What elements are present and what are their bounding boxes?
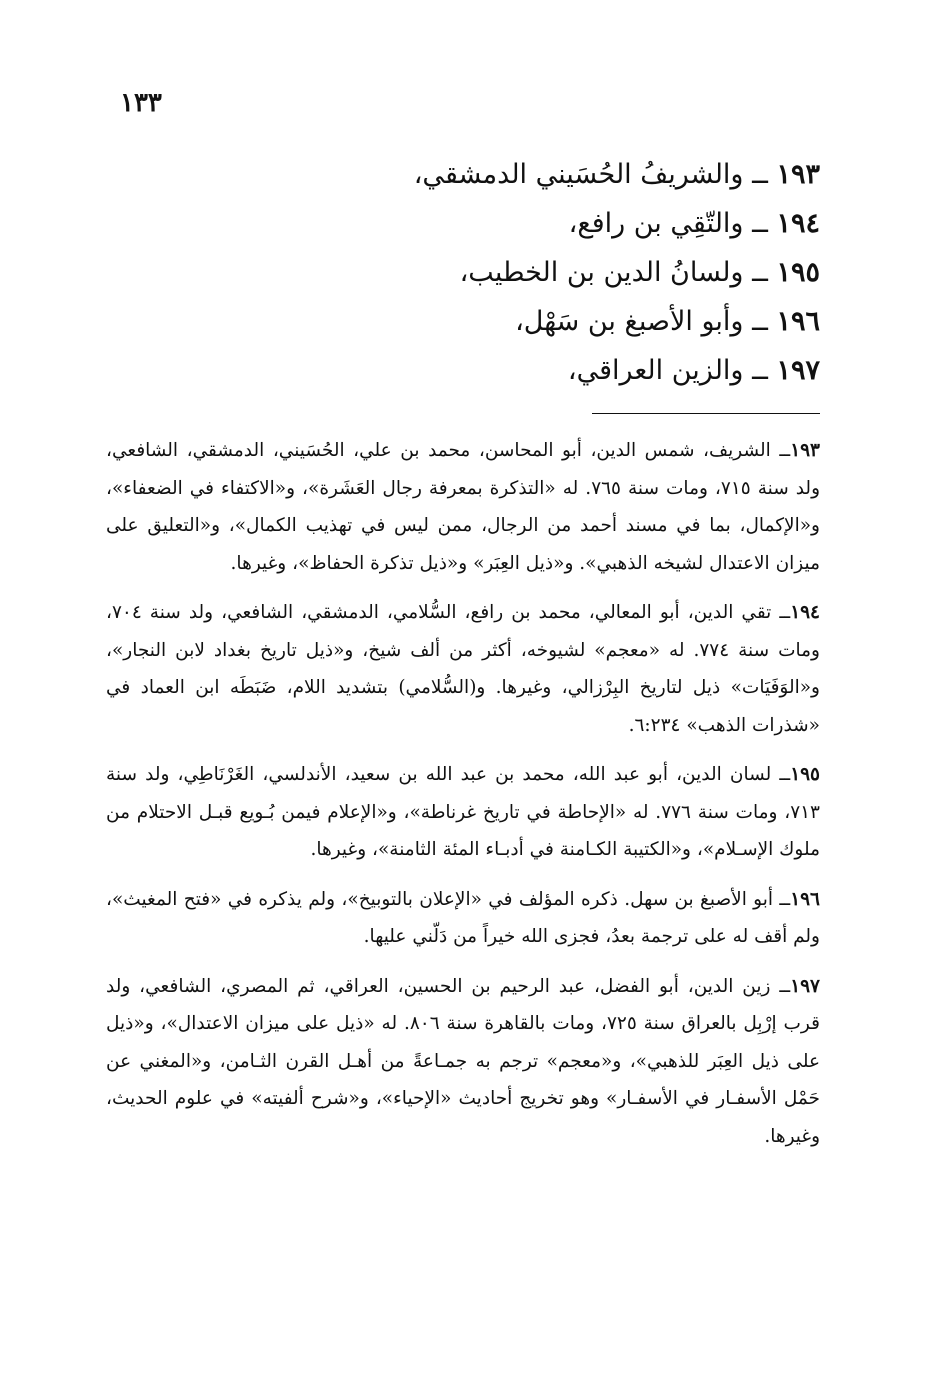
verse-number: ١٩٦ bbox=[776, 306, 820, 337]
footnote-number: ١٩٥ bbox=[790, 764, 820, 785]
verse-dash: ــ bbox=[752, 208, 768, 239]
footnote-number: ١٩٦ bbox=[790, 888, 820, 910]
verse-number: ١٩٥ bbox=[776, 257, 820, 288]
footnote bbox=[106, 594, 820, 744]
footnote bbox=[106, 881, 820, 956]
verse-dash: ــ bbox=[752, 306, 768, 337]
verse-list bbox=[300, 150, 820, 395]
verse-line bbox=[300, 346, 820, 395]
verse-number: ١٩٧ bbox=[776, 355, 820, 386]
footnote-text: ــ تقي الدين، أبو المعالي، محمد بن رافع، السُّلامي، الدمشقي، الشافعي، ولد سنة ٧٠٤، ومات سنة ٧٧٤. له «معجم» لشيوخه، أكثر من ألف شيخ، و«ذيل تاريخ بغداد لابن النجار»، و«الوَفَيَات» ذيل لتاريخ البِرْزالي، وغيرها. و(السُّلامي) بتشديد اللام، ضَبَطَه ابن العماد في «شذرات الذهب» ٦:٢٣٤. bbox=[106, 602, 820, 736]
verse-number: ١٩٣ bbox=[776, 159, 820, 190]
page-number: ١٣٣ bbox=[120, 88, 162, 118]
footnote-divider bbox=[592, 413, 820, 414]
verse-dash: ــ bbox=[752, 355, 768, 386]
footnote bbox=[106, 968, 820, 1156]
footnote-text: ــ زين الدين، أبو الفضل، عبد الرحيم بن الحسين، العراقي، ثم المصري، الشافعي، ولد قرب إرْبِل بالعراق سنة ٧٢٥، ومات بالقاهرة سنة ٨٠٦. له «ذيل على ميزان الاعتدال»، و«ذيل على ذيل العِبَر للذهبي»، و«معجم» ترجم به جمـاعةً من أهـل القرن الثـامن، و«المغني عن حَمْل الأسفـار في الأسفـار» وهو تخريج أحاديث «الإحياء»، و«شرح ألفيته» في علوم الحديث، وغيرها. bbox=[106, 975, 820, 1147]
footnote-text: ــ الشريف، شمس الدين، أبو المحاسن، محمد بن علي، الحُسَيني، الدمشقي، الشافعي، ولد سنة ٧١٥، ومات سنة ٧٦٥. له «التذكرة بمعرفة رجال العَشَرة»، و«الاكتفاء في الضعفاء»، و«الإكمال، بما في مسند أحمد من الرجال، ممن ليس في تهذيب الكمال»، و«التعليق على ميزان الاعتدال لشيخه الذهبي». و«ذيل العِبَر» و«ذيل تذكرة الحفاظ»، وغيرها. bbox=[106, 440, 820, 574]
verse-number: ١٩٤ bbox=[776, 208, 820, 239]
verse-line bbox=[300, 248, 820, 297]
footnote-text: ــ أبو الأصبغ بن سهل. ذكره المؤلف في «الإعلان بالتوبيخ»، ولم يذكره في «فتح المغيث»، ولم أقف له على ترجمة بعدُ، فجزى الله خيراً من دَلّني عليها. bbox=[106, 888, 820, 947]
verse-text: والشريفُ الحُسَيني الدمشقي، bbox=[413, 159, 744, 190]
footnote-number: ١٩٣ bbox=[790, 440, 820, 461]
footnote-number: ١٩٤ bbox=[790, 602, 820, 623]
verse-text: والتّقِي بن رافع، bbox=[568, 208, 744, 239]
footnote-number: ١٩٧ bbox=[790, 975, 820, 997]
verse-line bbox=[300, 297, 820, 346]
footnotes bbox=[106, 432, 820, 1167]
footnote bbox=[106, 432, 820, 582]
verse-text: والزين العراقي، bbox=[567, 355, 744, 386]
verse-dash: ــ bbox=[752, 159, 768, 190]
footnote-text: ــ لسان الدين، أبو عبد الله، محمد بن عبد الله بن سعيد، الأندلسي، الغَرْنَاطِي، ولد سنة ٧١٣، ومات سنة ٧٧٦. له «الإحاطة في تاريخ غرناطة»، و«الإعلام فيمن بُـويع قبـل الاحتلام من ملوك الإسـلام»، و«الكتيبة الكـامنة في أدبـاء المئة الثامنة»، وغيرها. bbox=[106, 764, 820, 860]
verse-text: ولسانُ الدين بن الخطيب، bbox=[459, 257, 744, 288]
verse-dash: ــ bbox=[752, 257, 768, 288]
verse-line bbox=[300, 150, 820, 199]
verse-text: وأبو الأصبغ بن سَهْل، bbox=[515, 306, 744, 337]
verse-line bbox=[300, 199, 820, 248]
footnote bbox=[106, 756, 820, 869]
